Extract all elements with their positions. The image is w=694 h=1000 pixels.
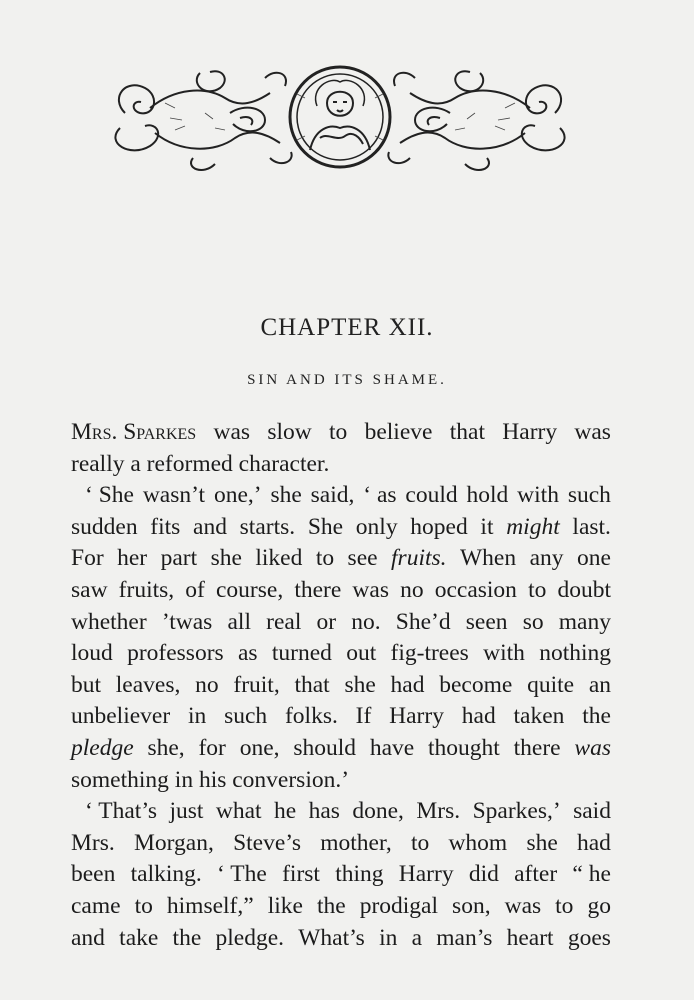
text-line: unbeliever in such folks. If Harry had taken the — [71, 703, 611, 730]
text-line: Mrs. Sparkes was slow to believe that Harry was — [71, 419, 611, 445]
text-line: pledge she, for one, should have thought there was — [71, 734, 611, 761]
text-line: and take the pledge. What’s in a man’s heart goes — [71, 924, 611, 951]
body-text — [71, 417, 611, 954]
text-line: whether ’twas all real or no. She’d seen so many — [71, 608, 611, 635]
text-line: saw fruits, of course, there was no occasion to doubt — [71, 576, 611, 603]
text-line: been talking. ‘ The first thing Harry did after “ he — [71, 861, 611, 888]
text-line: Mrs. Morgan, Steve’s mother, to whom she had — [71, 829, 611, 856]
text-line: really a reformed character. — [71, 450, 330, 477]
text-line: came to himself,” like the prodigal son, was to go — [71, 892, 611, 919]
text-line: ‘ That’s just what he has done, Mrs. Sparkes,’ said — [85, 798, 611, 825]
chapter-subtitle: SIN AND ITS SHAME. — [247, 372, 447, 388]
text-line: something in his conversion.’ — [71, 766, 350, 793]
text-line: loud professors as turned out fig-trees with nothing — [71, 640, 611, 667]
text-line: ‘ She wasn’t one,’ she said, ‘ as could hold with such — [85, 482, 611, 509]
text-line: but leaves, no fruit, that she had become quite an — [71, 671, 611, 698]
text-line: sudden fits and starts. She only hoped it might last. — [71, 513, 611, 540]
chapter-title: CHAPTER XII. — [260, 314, 434, 341]
floral-headpiece-icon — [105, 58, 575, 176]
text-line: For her part she liked to see fruits. When any one — [71, 545, 611, 572]
